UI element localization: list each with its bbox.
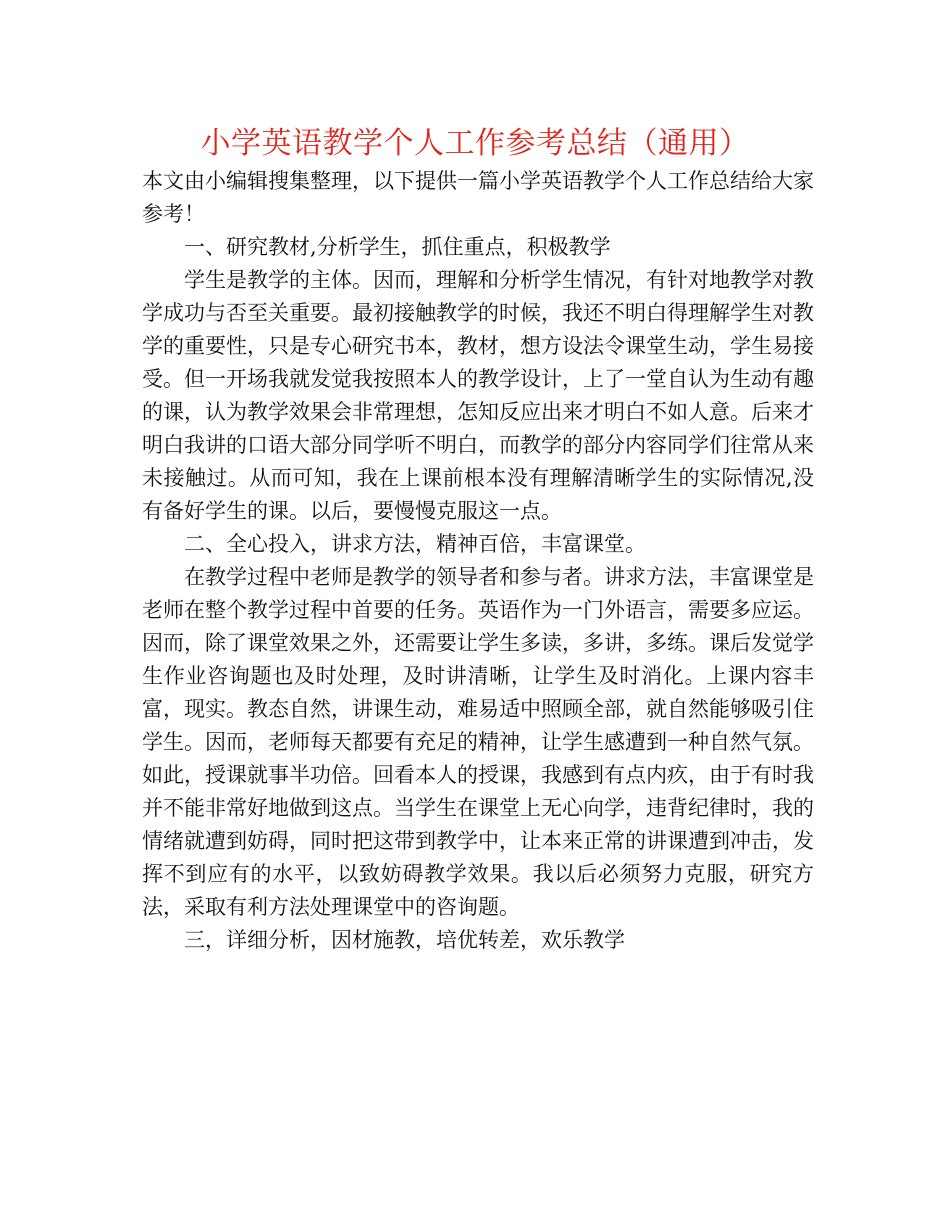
section-heading-3: 三，详细分析，因材施教，培优转差，欢乐教学 bbox=[184, 928, 625, 952]
document-title: 小学英语教学个人工作参考总结（通用） bbox=[200, 126, 750, 161]
intro-paragraph: 本文由小编辑搜集整理，以下提供一篇小学英语教学个人工作总结给大家参考！ bbox=[142, 169, 814, 226]
section-2-paragraph: 在教学过程中老师是教学的领导者和参与者。讲求方法，丰富课堂是老师在整个教学过程中首要的任务。英语作为一门外语言，需要多应运。因而，除了课堂效果之外，还需要让学生多读，多讲，多练。课后发觉学生作业咨询题也及时处理，及时讲清晰，让学生及时消化。上课内容丰富，现实。教态自然，讲课生动，难易适中照顾全部，就自然能够吸引住学生。因而，老师每天都要有充足的精神，让学生感遭到一种自然气氛。如此，授课就事半功倍。回看本人的授课，我感到有点内疚，由于有时我并不能非常好地做到这点。当学生在课堂上无心向学，违背纪律时，我的情绪就遭到妨碍，同时把这带到教学中，让本来正常的讲课遭到冲击，发挥不到应有的水平，以致妨碍教学效果。我以后必须努力克服，研究方法，采取有利方法处理课堂中的咨询题。 bbox=[142, 565, 814, 919]
document-body bbox=[142, 165, 814, 957]
section-heading-2: 二、全心投入，讲求方法，精神百倍，丰富课堂。 bbox=[184, 532, 646, 556]
section-heading-1: 一、研究教材,分析学生，抓住重点，积极教学 bbox=[184, 235, 611, 259]
section-1-paragraph: 学生是教学的主体。因而，理解和分析学生情况，有针对地教学对教学成功与否至关重要。最初接触教学的时候，我还不明白得理解学生对教学的重要性，只是专心研究书本，教材，想方设法令课堂生动，学生易接受。但一开场我就发觉我按照本人的教学设计，上了一堂自认为生动有趣的课，认为教学效果会非常理想，怎知反应出来才明白不如人意。后来才明白我讲的口语大部分同学听不明白，而教学的部分内容同学们往常从来未接触过。从而可知，我在上课前根本没有理解清晰学生的实际情况,没有备好学生的课。以后，要慢慢克服这一点。 bbox=[142, 268, 814, 523]
